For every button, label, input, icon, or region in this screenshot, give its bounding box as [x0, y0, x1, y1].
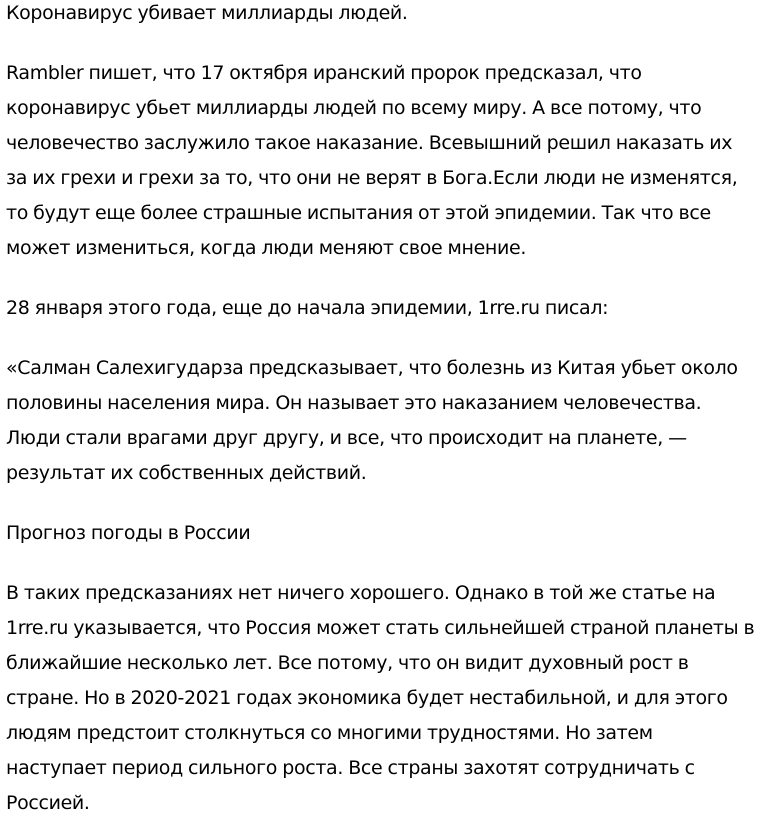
article-paragraph: В таких предсказаниях нет ничего хорошего. Однако в той же статье на 1rre.ru указывается, что Россия может стать сильнейшей страной планеты в ближайшие несколько лет. Все потому, что он видит духовный рост в стране. Но в 2020-2021 годах экономика будет нестабильной, и для этого людям предстоит столкнуться со многими трудностями. Но затем наступает период сильного роста. Все страны захотят сотрудничать с Россией. [6, 582, 755, 814]
article-headline-paragraph: Коронавирус убивает миллиарды людей. [6, 2, 408, 24]
article-subheading-paragraph: Прогноз погоды в России [6, 522, 251, 544]
article-paragraph: 28 января этого года, еще до начала эпидемии, 1rre.ru писал: [6, 297, 609, 319]
article-quote-paragraph: «Салман Салехигударза предсказывает, что болезнь из Китая убьет около половины населения мира. Он называет это наказанием человечества. Люди стали врагами друг другу, и все, что происходит на планете, — результат их собственных действий. [6, 357, 738, 484]
article-paragraph: Rambler пишет, что 17 октября иранский пророк предсказал, что коронавирус убьет миллиарды людей по всему миру. А все потому, что человечество заслужило такое наказание. Всевышний решил наказать их за их грехи и грехи за то, что они не верят в Бога.Если люди не изменятся, то будут еще более страшные испытания от этой эпидемии. Так что все может измениться, когда люди меняют свое мнение. [6, 62, 738, 259]
